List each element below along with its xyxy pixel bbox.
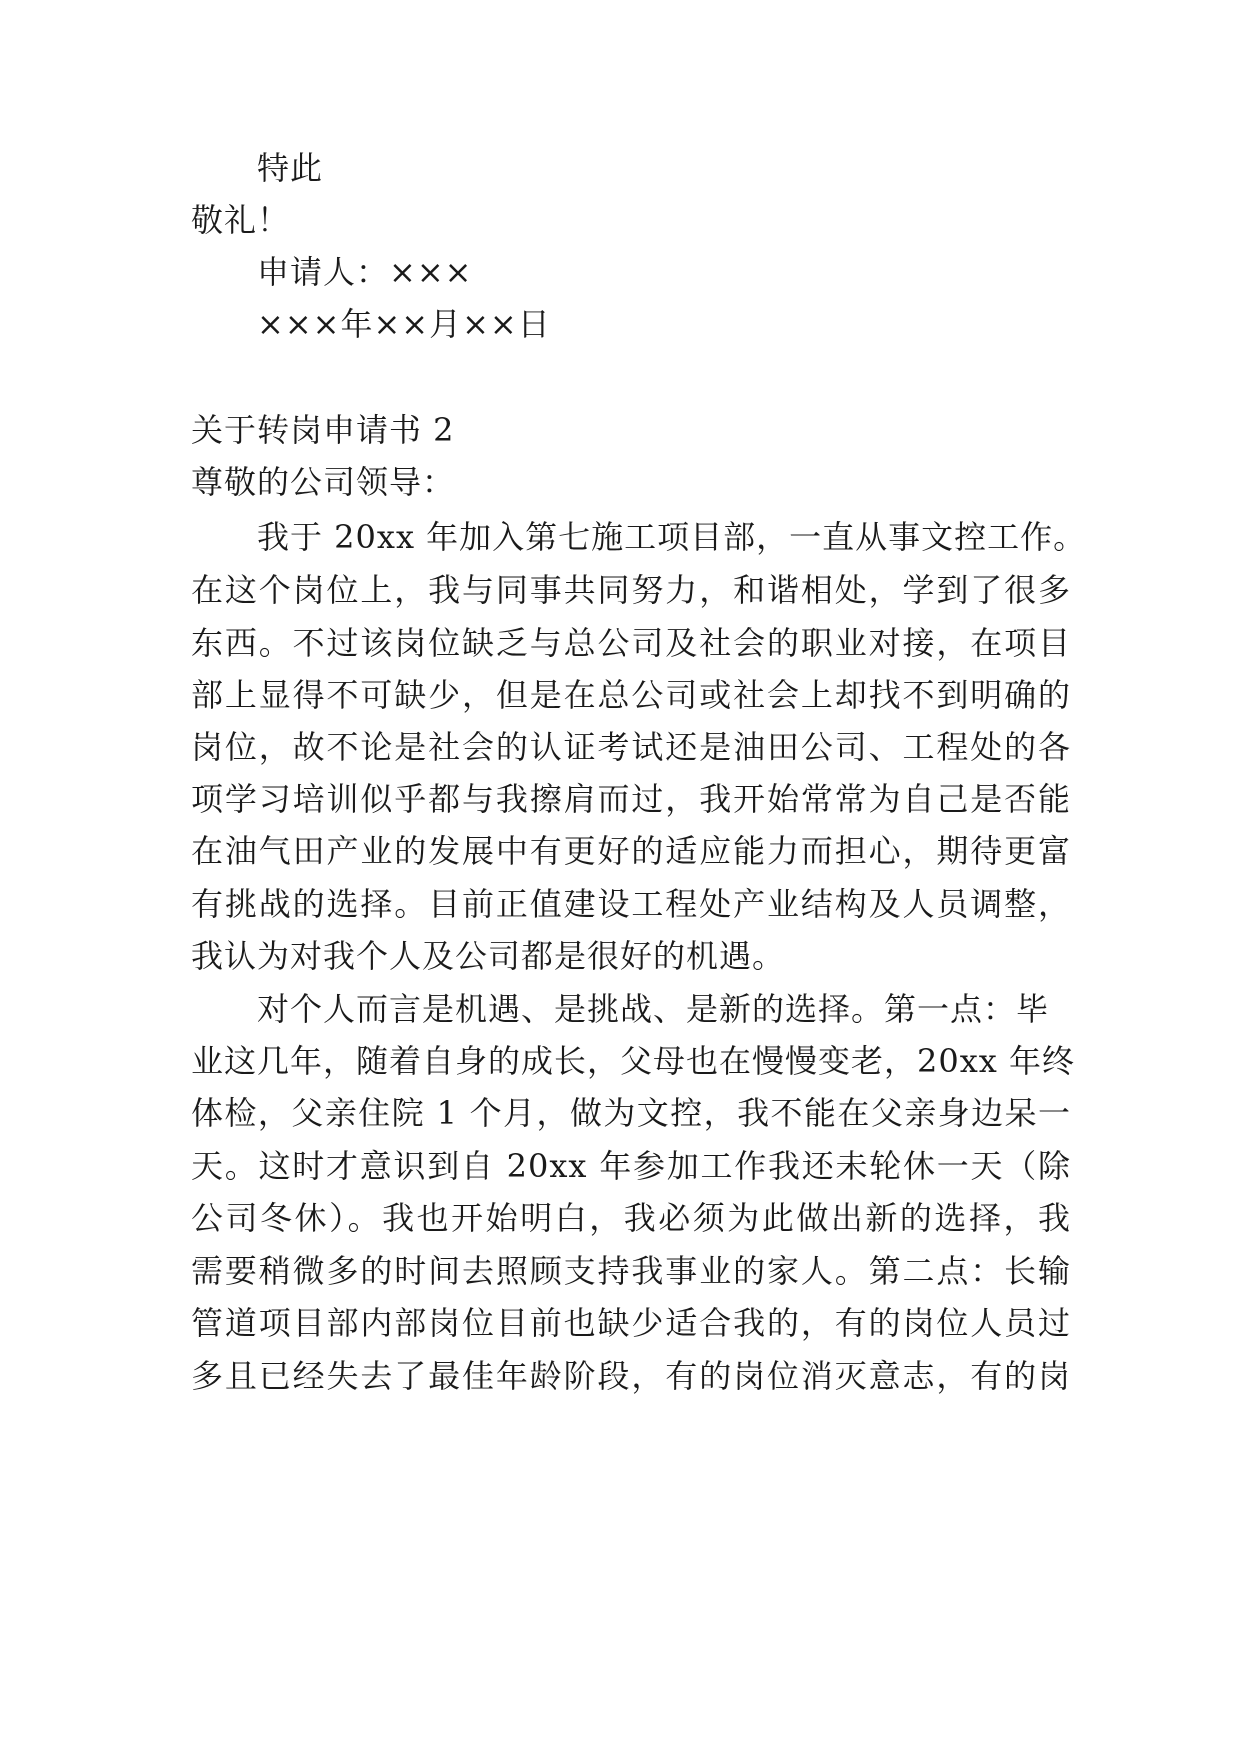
paragraph-line: 体检，父亲住院 1 个月，做为文控，我不能在父亲身边呆一 bbox=[191, 1094, 1071, 1132]
closing-salute: 敬礼！ bbox=[191, 201, 291, 239]
paragraph-line: 岗位，故不论是社会的认证考试还是油田公司、工程处的各 bbox=[191, 728, 1071, 766]
paragraph-line: 部上显得不可缺少，但是在总公司或社会上却找不到明确的 bbox=[191, 676, 1071, 714]
paragraph-line: 管道项目部内部岗位目前也缺少适合我的，有的岗位人员过 bbox=[191, 1304, 1071, 1342]
paragraph-line: 在这个岗位上，我与同事共同努力，和谐相处，学到了很多 bbox=[191, 571, 1071, 609]
paragraph-line: 多且已经失去了最佳年龄阶段，有的岗位消灭意志，有的岗 bbox=[191, 1357, 1071, 1395]
paragraph-line: 公司冬休）。我也开始明白，我必须为此做出新的选择，我 bbox=[191, 1199, 1071, 1237]
paragraph-line: 对个人而言是机遇、是挑战、是新的选择。第一点：毕 bbox=[257, 990, 1050, 1028]
paragraph-line: 我于 20xx 年加入第七施工项目部，一直从事文控工作。 bbox=[257, 518, 1087, 556]
date-line: ×××年××月××日 bbox=[257, 305, 551, 343]
paragraph-line: 业这几年，随着自身的成长，父母也在慢慢变老，20xx 年终 bbox=[191, 1042, 1075, 1080]
closing-tebi: 特此 bbox=[257, 149, 324, 187]
paragraph-line: 项学习培训似乎都与我擦肩而过，我开始常常为自己是否能 bbox=[191, 780, 1071, 818]
salutation: 尊敬的公司领导： bbox=[191, 463, 456, 501]
paragraph-line: 有挑战的选择。目前正值建设工程处产业结构及人员调整， bbox=[191, 885, 1071, 923]
paragraph-line: 在油气田产业的发展中有更好的适应能力而担心，期待更富 bbox=[191, 832, 1071, 870]
paragraph-line: 需要稍微多的时间去照顾支持我事业的家人。第二点：长输 bbox=[191, 1252, 1071, 1290]
paragraph-line: 我认为对我个人及公司都是很好的机遇。 bbox=[191, 937, 786, 975]
paragraph-line: 东西。不过该岗位缺乏与总公司及社会的职业对接，在项目 bbox=[191, 624, 1071, 662]
letter-title: 关于转岗申请书 2 bbox=[191, 411, 455, 449]
paragraph-line: 天。这时才意识到自 20xx 年参加工作我还未轮休一天（除 bbox=[191, 1147, 1071, 1185]
applicant-line: 申请人：××× bbox=[257, 253, 473, 291]
